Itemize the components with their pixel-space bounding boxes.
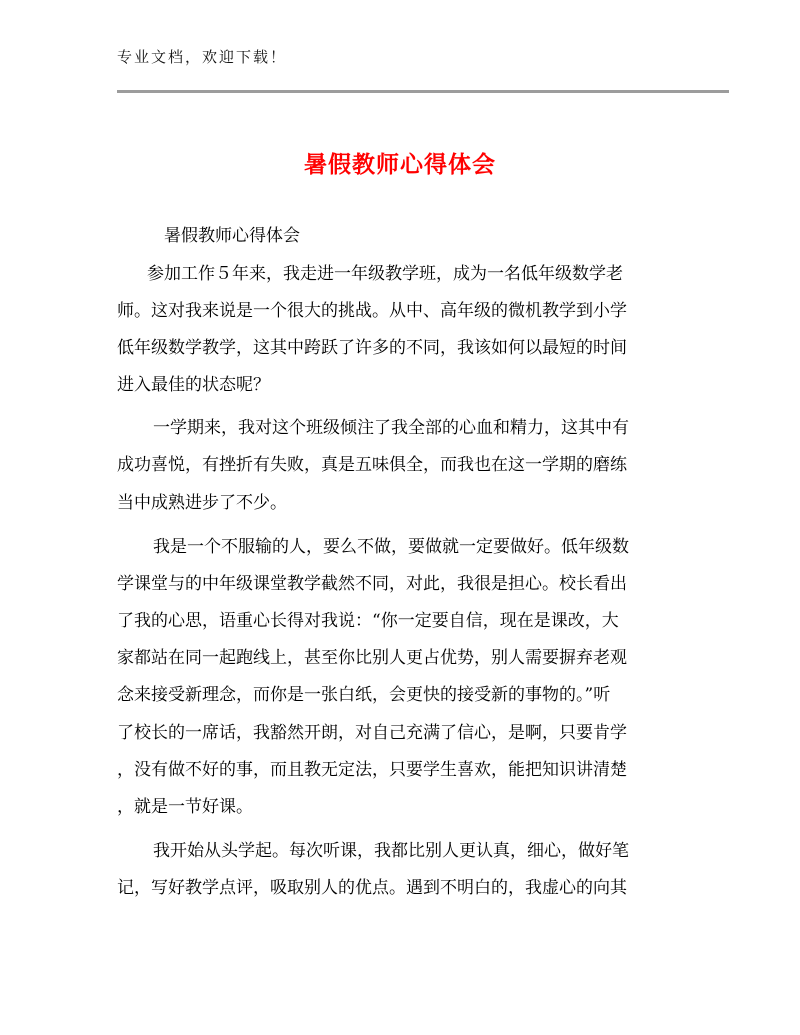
body-line: 我开始从头学起。每次听课，我都比别人更认真，细心，做好笔 [153,841,629,861]
body-line: 了校长的一席话，我豁然开朗，对自己充满了信心，是啊，只要肯学 [117,723,627,743]
body-line: 师。这对我来说是一个很大的挑战。从中、高年级的微机教学到小学 [117,301,627,321]
body-line: 一学期来，我对这个班级倾注了我全部的心血和精力，这其中有 [153,418,629,438]
body-line: ，没有做不好的事，而且教无定法，只要学生喜欢，能把知识讲清楚 [117,760,627,780]
body-line: 进入最佳的状态呢？ [117,375,270,395]
body-line: ，就是一节好课。 [117,797,253,817]
body-line: 学课堂与的中年级课堂教学截然不同，对此，我很是担心。校长看出 [117,574,627,594]
body-line: 念来接受新理念，而你是一张白纸，会更快的接受新的事物的。”听 [117,685,611,705]
header-divider [117,90,729,93]
document-subtitle: 暑假教师心得体会 [164,226,300,246]
document-title: 暑假教师心得体会 [304,152,496,178]
body-line: 我是一个不服输的人，要么不做，要做就一定要做好。低年级数 [153,537,629,557]
body-line: 当中成熟进步了不少。 [117,493,287,513]
body-line: 低年级数学教学，这其中跨跃了许多的不同，我该如何以最短的时间 [117,338,627,358]
body-line: 了我的心思，语重心长得对我说：“你一定要自信，现在是课改，大 [117,611,619,631]
page-header-text: 专业文档，欢迎下载！ [117,48,288,66]
body-line: 参加工作５年来，我走进一年级教学班，成为一名低年级数学老 [147,264,623,284]
body-line: 家都站在同一起跑线上，甚至你比别人更占优势，别人需要摒弃老观 [117,648,627,668]
body-line: 成功喜悦，有挫折有失败，真是五味俱全，而我也在这一学期的磨练 [117,455,627,475]
body-line: 记，写好教学点评，吸取别人的优点。遇到不明白的，我虚心的向其 [117,878,627,898]
